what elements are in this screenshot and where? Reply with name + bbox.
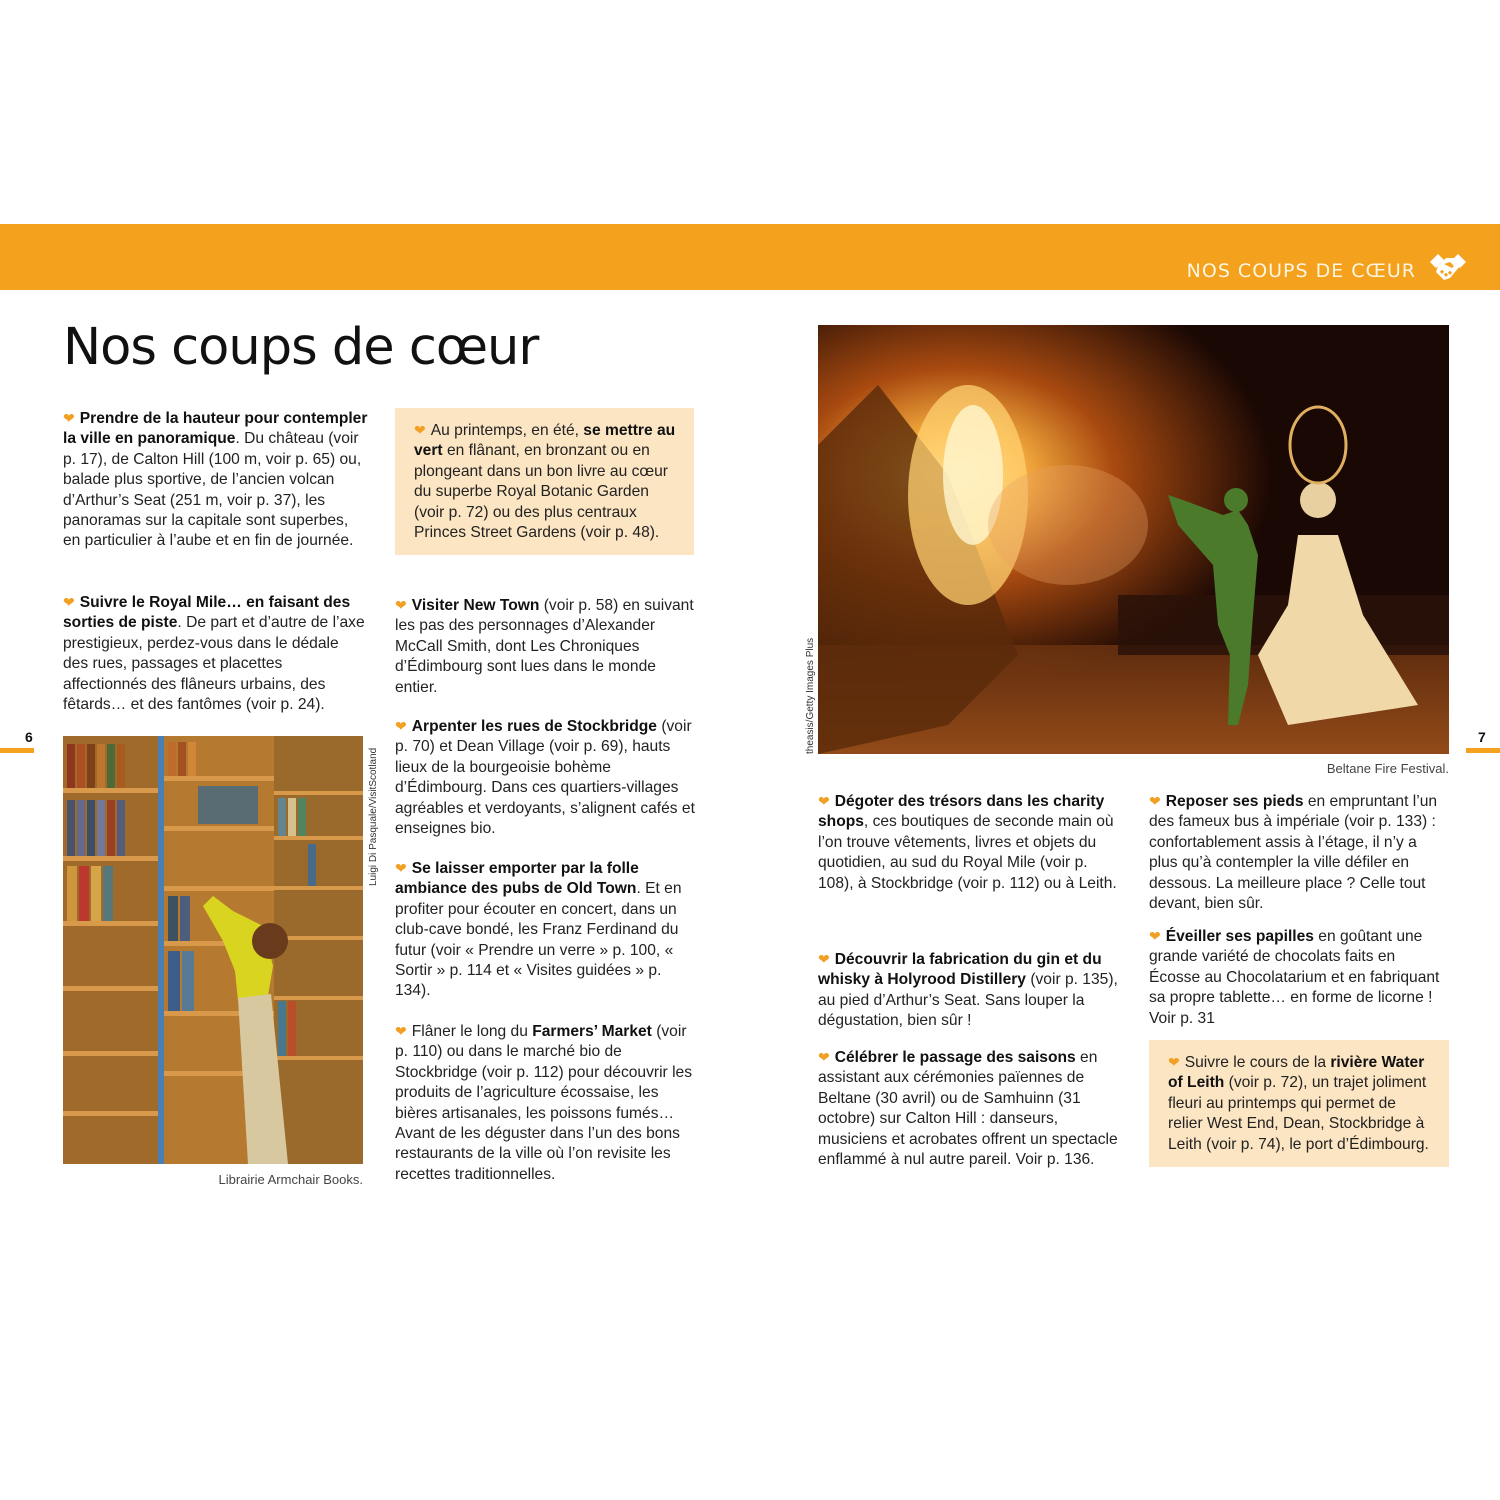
- tip-heading: Découvrir la fabrication du gin et du whisky à Holyrood Distillery: [818, 951, 1102, 989]
- tip-heading: Arpenter les rues de Stockbridge: [411, 718, 657, 735]
- tip-heading: Éveiller ses papilles: [1165, 928, 1314, 945]
- heart-icon: ❤: [395, 597, 407, 613]
- tip-stockbridge: [395, 716, 695, 839]
- tip-body: en goûtant une grande variété de chocolats faits en Écosse au Chocolatarium et en fabriquant sa propre tablette… en forme de licorne ! Voir p. 31: [1149, 928, 1440, 1027]
- photo-credit-beltane: theasis/Getty Images Plus: [805, 637, 816, 754]
- tip-body: (voir p. 135), au pied d’Arthur’s Seat. Sans louper la dégustation, bien sûr !: [818, 971, 1118, 1030]
- tip-heading: Visiter New Town: [411, 597, 540, 614]
- heart-icon: ❤: [1149, 928, 1161, 944]
- tip-se-mettre-au-vert: [395, 408, 694, 555]
- section-title: NOS COUPS DE CŒUR: [1186, 260, 1416, 282]
- heart-icon: ❤: [414, 422, 426, 438]
- page-number-right: 7: [1478, 729, 1486, 745]
- heart-icon: ❤: [63, 410, 75, 426]
- tip-body: (voir p. 70) et Dean Village (voir p. 69), hauts lieux de la bourgeoisie bohème d’Édimbourg. Dans ces quartiers-villages agréables et verdoyants, s’alignent cafés et enseignes bio.: [395, 718, 695, 838]
- tip-new-town: [395, 595, 695, 698]
- heart-icon: ❤: [1149, 793, 1161, 809]
- tip-body: , ces boutiques de seconde main où l’on trouve vêtements, livres et objets du quotidien, au sud du Royal Mile (voir p. 108), à Stockbridge (voir p. 112) ou à Leith.: [818, 813, 1117, 892]
- tip-intro: Flâner le long du: [411, 1023, 533, 1040]
- heart-icon: ❤: [395, 1023, 407, 1039]
- tip-heading: se mettre au vert: [414, 422, 676, 460]
- tip-body: . Du château (voir p. 17), de Calton Hill (100 m, voir p. 65) ou, balade plus sportive, de l’ancien volcan d’Arthur’s Seat (251 m, voir p. 37), les panoramas sur la capitale sont superbes, en particulier à l’aube et en fin de journée.: [63, 430, 362, 550]
- heart-icon: ❤: [395, 718, 407, 734]
- tip-heading: Prendre de la hauteur pour contempler la ville en panoramique: [63, 410, 368, 448]
- tip-pubs-old-town: [395, 858, 695, 1002]
- heart-icon: ❤: [818, 1049, 830, 1065]
- heart-icon: ❤: [63, 594, 75, 610]
- section-banner: [0, 224, 1500, 290]
- tip-charity-shops: [818, 791, 1118, 894]
- tip-body: (voir p. 72), un trajet joliment fleuri au printemps qui permet de relier West End, Dean, Stockbridge à Leith (voir p. 74), le port d’Édimbourg.: [1168, 1074, 1429, 1153]
- tip-body: en flânant, en bronzant ou en plongeant dans un bon livre au cœur du superbe Royal Botanic Garden (voir p. 72) ou des plus centraux Princes Street Gardens (voir p. 48).: [414, 442, 668, 542]
- tip-heading: Reposer ses pieds: [1165, 793, 1304, 810]
- tip-intro: Suivre le cours de la: [1184, 1054, 1331, 1071]
- tip-royal-mile: [63, 592, 368, 715]
- heart-icon: ❤: [1168, 1054, 1180, 1070]
- tip-chocolats: [1149, 926, 1449, 1029]
- tip-bus-imperiale: [1149, 791, 1449, 914]
- tip-heading: Suivre le Royal Mile… en faisant des sorties de piste: [63, 594, 351, 632]
- page-marker-left: [0, 748, 34, 753]
- tip-saisons: [818, 1047, 1118, 1170]
- photo-caption-bookshop: Librairie Armchair Books.: [218, 1172, 363, 1187]
- heart-icon: ❤: [818, 793, 830, 809]
- heart-icon: ❤: [395, 860, 407, 876]
- tip-heading: rivière Water of Leith: [1168, 1054, 1425, 1092]
- page-marker-right: [1466, 748, 1500, 753]
- tip-body: . De part et d’autre de l’axe prestigieux, perdez-vous dans le dédale des rues, passages et placettes affectionnés des flâneurs urbains, des fêtards… et des fantômes (voir p. 24).: [63, 614, 365, 714]
- tip-water-of-leith: [1149, 1040, 1449, 1167]
- tip-body: en empruntant l’un des fameux bus à impériale (voir p. 133) : confortablement assis à l’étage, il n’y a plus qu’à contempler la ville défiler en dessous. La meilleure place ? Celle tout devant, bien sûr.: [1149, 793, 1438, 913]
- tip-heading: Farmers’ Market: [532, 1023, 652, 1040]
- tip-heading: Célébrer le passage des saisons: [834, 1049, 1076, 1066]
- page-number-left: 6: [25, 729, 33, 745]
- page-title: Nos coups de cœur: [63, 318, 539, 377]
- tip-panorama: [63, 408, 368, 552]
- tip-intro: Au printemps, en été,: [430, 422, 584, 439]
- tip-body: (voir p. 110) ou dans le marché bio de Stockbridge (voir p. 112) pour découvrir les produits de l’agriculture écossaise, les bières artisanales, les poissons fumés… Avant de les déguster dans l’un des bons restaurants de la ville où l’on revisite les recettes traditionnelles.: [395, 1023, 692, 1183]
- bookshop-photo: [63, 736, 363, 1164]
- beltane-photo: [818, 325, 1449, 754]
- tip-heading: Dégoter des trésors dans les charity shops: [818, 793, 1105, 831]
- tip-body: en assistant aux cérémonies païennes de Beltane (30 avril) ou de Samhuinn (31 octobre) sur Calton Hill : danseurs, musiciens et acrobates offrent un spectacle enflammé à nul autre pareil. Voir p. 136.: [818, 1049, 1118, 1169]
- tip-body: (voir p. 58) en suivant les pas des personnages d’Alexander McCall Smith, dont Les Chroniques d’Édimbourg sont lues dans le monde entier.: [395, 597, 694, 696]
- tip-heading: Se laisser emporter par la folle ambiance des pubs de Old Town: [395, 860, 639, 898]
- photo-credit-bookshop: Luigi Di Pasquale/VisitScotland: [368, 747, 379, 886]
- tip-body: . Et en profiter pour écouter en concert, dans un club-cave bondé, les Franz Ferdinand du futur (voir « Prendre un verre » p. 100, « Sortir » p. 114 et « Visites guidées » p. 134).: [395, 880, 682, 1000]
- tip-farmers-market: [395, 1021, 695, 1185]
- heart-icon: ❤: [818, 951, 830, 967]
- tip-holyrood-distillery: [818, 949, 1118, 1032]
- photo-caption-beltane: Beltane Fire Festival.: [1326, 761, 1449, 776]
- handshake-icon: [1428, 250, 1468, 286]
